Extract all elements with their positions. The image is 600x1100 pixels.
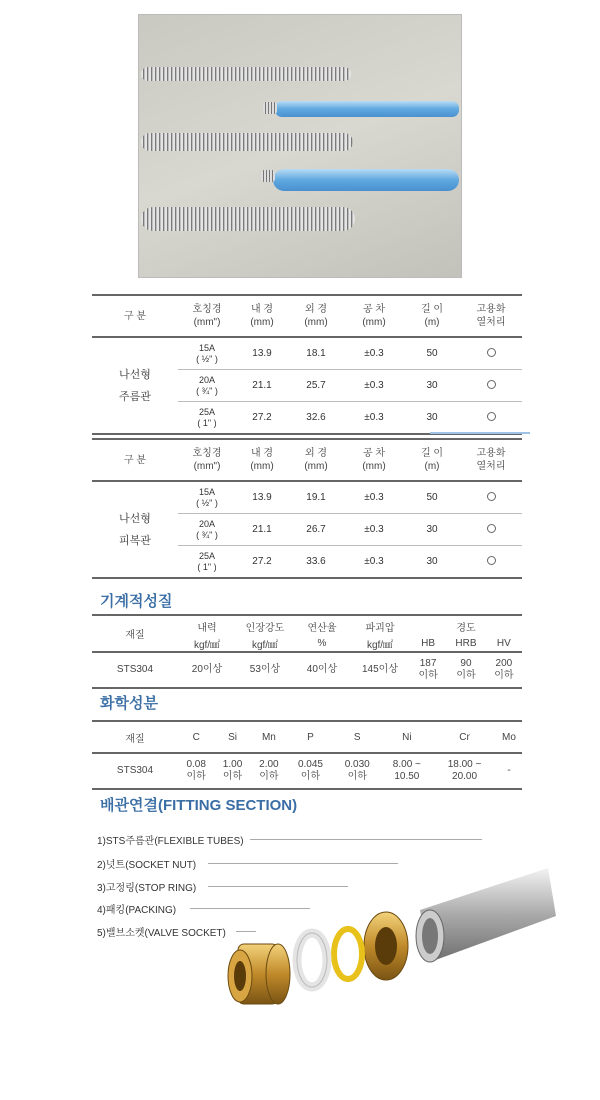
header-hardness: 경도 <box>456 622 476 634</box>
header-length: 길 이 (m) <box>420 448 444 472</box>
table-row <box>92 753 522 789</box>
coated-tube-2 <box>273 169 459 191</box>
category-cell: 나선형 피복관 <box>92 481 178 578</box>
fitting-label-packing: 4)패킹(PACKING) <box>97 905 177 916</box>
table-row <box>92 652 522 688</box>
spec-table-coated <box>92 438 522 579</box>
header-hb: HB <box>410 636 446 652</box>
header-category: 구 분 <box>123 454 147 466</box>
stop-ring-icon <box>334 929 362 979</box>
length-cell: 50 <box>404 481 460 514</box>
header-mo: Mo <box>496 721 522 753</box>
header-elong: 연산율 <box>307 622 337 634</box>
size-cell: 15A ( ½" ) <box>178 481 236 514</box>
header-heat-treatment: 고용화 열처리 <box>476 304 506 328</box>
unit-elong: % <box>294 636 350 652</box>
table-row <box>92 481 522 514</box>
material-cell: STS304 <box>92 753 178 789</box>
inner-cell: 13.9 <box>236 481 288 514</box>
size-cell: 25A ( 1" ) <box>178 546 236 579</box>
tolerance-cell: ±0.3 <box>344 402 404 435</box>
category-cell: 나선형 주름관 <box>92 337 178 434</box>
length-cell: 50 <box>404 337 460 370</box>
hrb-cell: 90 이하 <box>446 652 486 688</box>
header-inner: 내 경 (mm) <box>250 304 274 328</box>
header-nominal: 호칭경 (mm") <box>192 448 222 472</box>
unit-burst: kgf/㎟ <box>350 636 410 652</box>
size-cell: 20A ( ¾" ) <box>178 514 236 546</box>
p-cell: 0.045 이하 <box>287 753 334 789</box>
header-outer: 외 경 (mm) <box>304 304 328 328</box>
tolerance-cell: ±0.3 <box>344 481 404 514</box>
ni-cell: 8.00 ~ 10.50 <box>381 753 433 789</box>
elong-cell: 40이상 <box>294 652 350 688</box>
circle-icon <box>487 524 496 533</box>
fitting-label-tube: 1)STS주름관(FLEXIBLE TUBES) <box>97 836 244 847</box>
header-hv: HV <box>486 636 522 652</box>
corrugated-tube-3 <box>141 207 355 231</box>
size-cell: 25A ( 1" ) <box>178 402 236 435</box>
tolerance-cell: ±0.3 <box>344 546 404 579</box>
inner-cell: 27.2 <box>236 546 288 579</box>
table-header-row <box>92 721 522 753</box>
header-tensile: 인장강도 <box>245 622 285 634</box>
outer-cell: 26.7 <box>288 514 344 546</box>
mechanical-table <box>92 614 522 689</box>
header-pressure: 내력 <box>197 622 217 634</box>
fitting-title: 배관연결(FITTING SECTION) <box>100 797 298 814</box>
heat-cell <box>460 337 522 370</box>
header-s: S <box>334 721 381 753</box>
table-header-row <box>92 439 522 481</box>
header-nominal: 호칭경 (mm") <box>192 304 222 328</box>
mn-cell: 2.00 이하 <box>251 753 287 789</box>
heat-cell <box>460 370 522 402</box>
size-cell: 15A ( ½" ) <box>178 337 236 370</box>
length-cell: 30 <box>404 546 460 579</box>
valve-socket-icon <box>228 944 290 1004</box>
header-category: 구 분 <box>123 310 147 322</box>
c-cell: 0.08 이하 <box>178 753 214 789</box>
divider <box>430 432 530 434</box>
header-burst: 파괴압 <box>365 622 395 634</box>
chemical-title: 화학성분 <box>100 695 158 712</box>
pressure-cell: 20이상 <box>178 652 236 688</box>
heat-cell <box>460 402 522 435</box>
size-cell: 20A ( ¾" ) <box>178 370 236 402</box>
circle-icon <box>487 348 496 357</box>
header-heat-treatment: 고용화 열처리 <box>476 448 506 472</box>
heat-cell <box>460 481 522 514</box>
header-length: 길 이 (m) <box>420 304 444 328</box>
outer-cell: 18.1 <box>288 337 344 370</box>
hb-cell: 187 이하 <box>410 652 446 688</box>
circle-icon <box>487 556 496 565</box>
header-outer: 외 경 (mm) <box>304 448 328 472</box>
tolerance-cell: ±0.3 <box>344 370 404 402</box>
header-tolerance: 공 차 (mm) <box>362 304 386 328</box>
header-c: C <box>178 721 214 753</box>
inner-cell: 21.1 <box>236 370 288 402</box>
header-tolerance: 공 차 (mm) <box>362 448 386 472</box>
fitting-diagram <box>90 820 590 1020</box>
header-inner: 내 경 (mm) <box>250 448 274 472</box>
socket-nut-icon <box>364 912 408 980</box>
chemical-table <box>92 720 522 790</box>
heat-cell <box>460 546 522 579</box>
header-p: P <box>287 721 334 753</box>
header-hrb: HRB <box>446 636 486 652</box>
packing-icon <box>297 933 327 987</box>
fitting-label-ring: 3)고정링(STOP RING) <box>97 883 197 894</box>
unit-tensile: kgf/㎟ <box>236 636 294 652</box>
inner-cell: 13.9 <box>236 337 288 370</box>
s-cell: 0.030 이하 <box>334 753 381 789</box>
heat-cell <box>460 514 522 546</box>
mo-cell: - <box>496 753 522 789</box>
header-material: 재질 <box>92 721 178 753</box>
inner-cell: 21.1 <box>236 514 288 546</box>
fitting-label-nut: 2)넛트(SOCKET NUT) <box>97 860 197 871</box>
header-material: 재질 <box>92 615 178 652</box>
table-header-row <box>92 615 522 636</box>
corrugated-tube-2 <box>141 133 353 151</box>
header-mn: Mn <box>251 721 287 753</box>
tolerance-cell: ±0.3 <box>344 337 404 370</box>
outer-cell: 25.7 <box>288 370 344 402</box>
length-cell: 30 <box>404 514 460 546</box>
fitting-label-socket: 5)밸브소켓(VALVE SOCKET) <box>97 928 226 939</box>
flexible-tube-icon <box>416 868 556 962</box>
tolerance-cell: ±0.3 <box>344 514 404 546</box>
length-cell: 30 <box>404 370 460 402</box>
outer-cell: 32.6 <box>288 402 344 435</box>
fitting-parts-illustration <box>90 820 590 1020</box>
inner-cell: 27.2 <box>236 402 288 435</box>
circle-icon <box>487 492 496 501</box>
tensile-cell: 53이상 <box>236 652 294 688</box>
hv-cell: 200 이하 <box>486 652 522 688</box>
product-photo <box>138 14 462 278</box>
header-ni: Ni <box>381 721 433 753</box>
circle-icon <box>487 412 496 421</box>
table-row <box>92 337 522 370</box>
length-cell: 30 <box>404 402 460 435</box>
outer-cell: 19.1 <box>288 481 344 514</box>
spec-table-corrugated <box>92 294 522 435</box>
coated-tube-1 <box>275 101 459 117</box>
header-cr: Cr <box>433 721 496 753</box>
material-cell: STS304 <box>92 652 178 688</box>
header-si: Si <box>214 721 250 753</box>
cr-cell: 18.00 ~ 20.00 <box>433 753 496 789</box>
burst-cell: 145이상 <box>350 652 410 688</box>
unit-pressure: kgf/㎟ <box>178 636 236 652</box>
corrugated-tube-1 <box>141 67 351 81</box>
mechanical-title: 기계적성질 <box>100 593 173 610</box>
si-cell: 1.00 이하 <box>214 753 250 789</box>
table-header-row <box>92 295 522 337</box>
outer-cell: 33.6 <box>288 546 344 579</box>
circle-icon <box>487 380 496 389</box>
